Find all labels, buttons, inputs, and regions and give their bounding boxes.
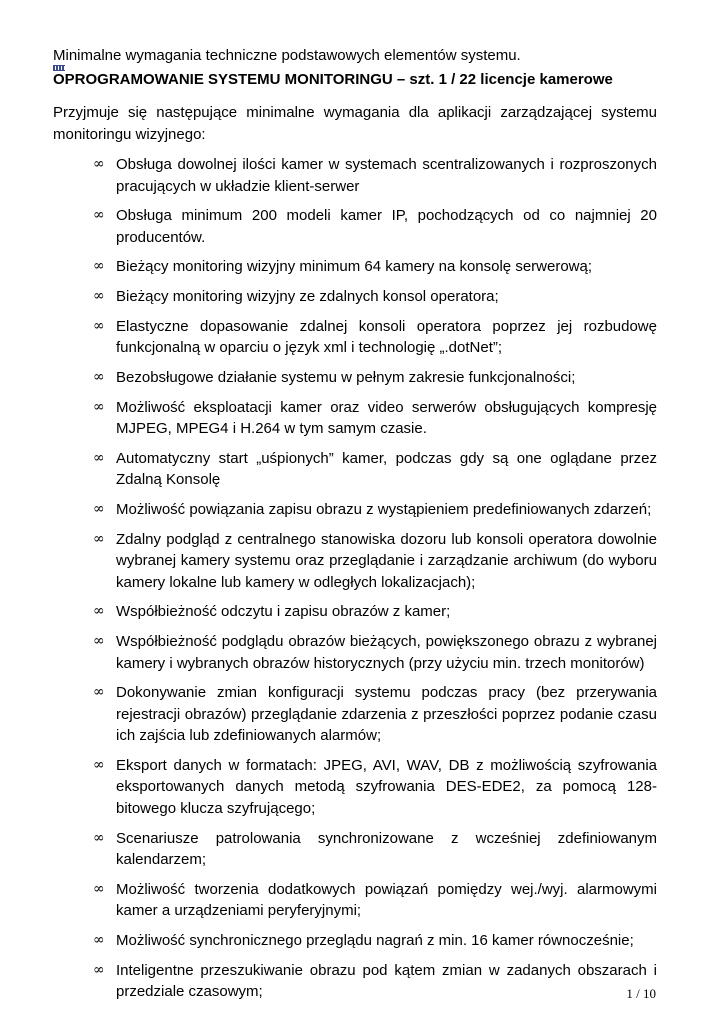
list-item: [93, 499, 657, 521]
infinity-bullet-icon: ∞: [93, 317, 105, 334]
list-item-text: Możliwość tworzenia dodatkowych powiązań pomiędzy wej./wyj. alarmowymi kamer a urządzeniami peryferyjnymi;: [116, 880, 657, 920]
infinity-bullet-icon: ∞: [93, 530, 105, 547]
list-item-text: Współbieżność podglądu obrazów bieżących, powiększonego obrazu z wybranej kamery i wybranych obrazów historycznych (przy użyciu min. trzech monitorów): [116, 633, 657, 672]
comment-marker-icon: [53, 65, 65, 71]
infinity-bullet-icon: ∞: [93, 603, 105, 620]
list-item: [93, 256, 657, 278]
list-item: [93, 828, 657, 871]
infinity-bullet-icon: ∞: [93, 961, 105, 978]
infinity-bullet-icon: ∞: [93, 449, 105, 466]
infinity-bullet-icon: ∞: [93, 368, 105, 385]
list-item-text: Możliwość eksploatacji kamer oraz video serwerów obsługujących kompresję MJPEG, MPEG4 i H.264 w tym samym czasie.: [116, 398, 657, 438]
list-item-text: Zdalny podgląd z centralnego stanowiska dozoru lub konsoli operatora dowolnie wybranej kamery systemu oraz przeglądanie i zarządzanie archiwum (do wyboru kamery lokalne lub kamery w odległych lokalizacjach);: [116, 530, 657, 591]
list-item: [93, 529, 657, 594]
list-item-text: Dokonywanie zmian konfiguracji systemu podczas pracy (bez przerywania rejestracji obrazów) przeglądanie zdarzenia z przeszłości poprzez podanie czasu ich zajścia lub zdefiniowanych alarmów;: [116, 684, 657, 745]
list-item-text: Bezobsługowe działanie systemu w pełnym zakresie funkcjonalności;: [116, 368, 576, 386]
list-item-text: Możliwość powiązania zapisu obrazu z wystąpieniem predefiniowanych zdarzeń;: [116, 501, 652, 518]
infinity-bullet-icon: ∞: [93, 288, 105, 305]
list-item: [93, 448, 657, 491]
infinity-bullet-icon: ∞: [93, 756, 105, 773]
list-item: [93, 631, 657, 674]
list-item: [93, 154, 657, 197]
infinity-bullet-icon: ∞: [93, 398, 105, 415]
intro-paragraph: Przyjmuje się następujące minimalne wymagania dla aplikacji zarządzającej systemu monitoringu wizyjnego:: [53, 104, 657, 143]
list-item: [93, 682, 657, 747]
list-item: [93, 367, 657, 389]
list-item-text: Współbieżność odczytu i zapisu obrazów z kamer;: [116, 603, 451, 621]
page-number: 1 / 10: [626, 986, 656, 1001]
infinity-bullet-icon: ∞: [93, 258, 105, 275]
list-item-text: Automatyczny start „uśpionych” kamer, podczas gdy są one oglądane przez Zdalną Konsolę: [116, 449, 657, 489]
list-item: [93, 397, 657, 440]
list-item-text: Inteligentne przeszukiwanie obrazu pod kątem zmian w zadanych obszarach i przedziale czasowym;: [116, 961, 657, 1001]
document-page: [53, 46, 657, 1011]
list-item: [93, 879, 657, 922]
list-item: [93, 286, 657, 308]
list-item-text: Możliwość synchronicznego przeglądu nagrań z min. 16 kamer równocześnie;: [116, 932, 634, 949]
infinity-bullet-icon: ∞: [93, 880, 105, 897]
infinity-bullet-icon: ∞: [93, 501, 105, 517]
section-heading: OPROGRAMOWANIE SYSTEMU MONITORINGU – szt. 1 / 22 licencje kamerowe: [53, 71, 613, 88]
infinity-bullet-icon: ∞: [93, 932, 105, 948]
infinity-bullet-icon: ∞: [93, 633, 105, 650]
list-item-text: Bieżący monitoring wizyjny minimum 64 kamery na konsolę serwerową;: [116, 258, 593, 276]
list-item: [93, 601, 657, 623]
list-item: [93, 316, 657, 359]
list-item-text: Elastyczne dopasowanie zdalnej konsoli operatora poprzez jej rozbudowę funkcjonalną w oparciu o język xml i technologię „.dotNet”;: [116, 317, 657, 357]
list-item: [93, 755, 657, 820]
list-item: [93, 930, 657, 952]
document-title-line: [53, 46, 657, 66]
list-item: [93, 960, 657, 1003]
list-item-text: Obsługa minimum 200 modeli kamer IP, pochodzących od co najmniej 20 producentów.: [116, 207, 657, 246]
title-text: Minimalne wymagania techniczne podstawowych elementów systemu.: [53, 47, 521, 64]
list-item-text: Obsługa dowolnej ilości kamer w systemach scentralizowanych i rozproszonych pracujących w układzie klient-serwer: [116, 156, 657, 195]
infinity-bullet-icon: ∞: [93, 156, 105, 172]
infinity-bullet-icon: ∞: [93, 684, 105, 701]
list-item: [93, 205, 657, 248]
requirements-list: [53, 154, 657, 1003]
infinity-bullet-icon: ∞: [93, 829, 105, 846]
list-item-text: Eksport danych w formatach: JPEG, AVI, WAV, DB z możliwością szyfrowania eksportowanych danych metodą szyfrowania DES-EDE2, za pomocą 128-bitowego klucza szyfrującego;: [116, 756, 657, 817]
infinity-bullet-icon: ∞: [93, 207, 105, 224]
list-item-text: Scenariusze patrolowania synchronizowane z wcześniej zdefiniowanym kalendarzem;: [116, 829, 657, 869]
list-item-text: Bieżący monitoring wizyjny ze zdalnych konsol operatora;: [116, 288, 499, 306]
